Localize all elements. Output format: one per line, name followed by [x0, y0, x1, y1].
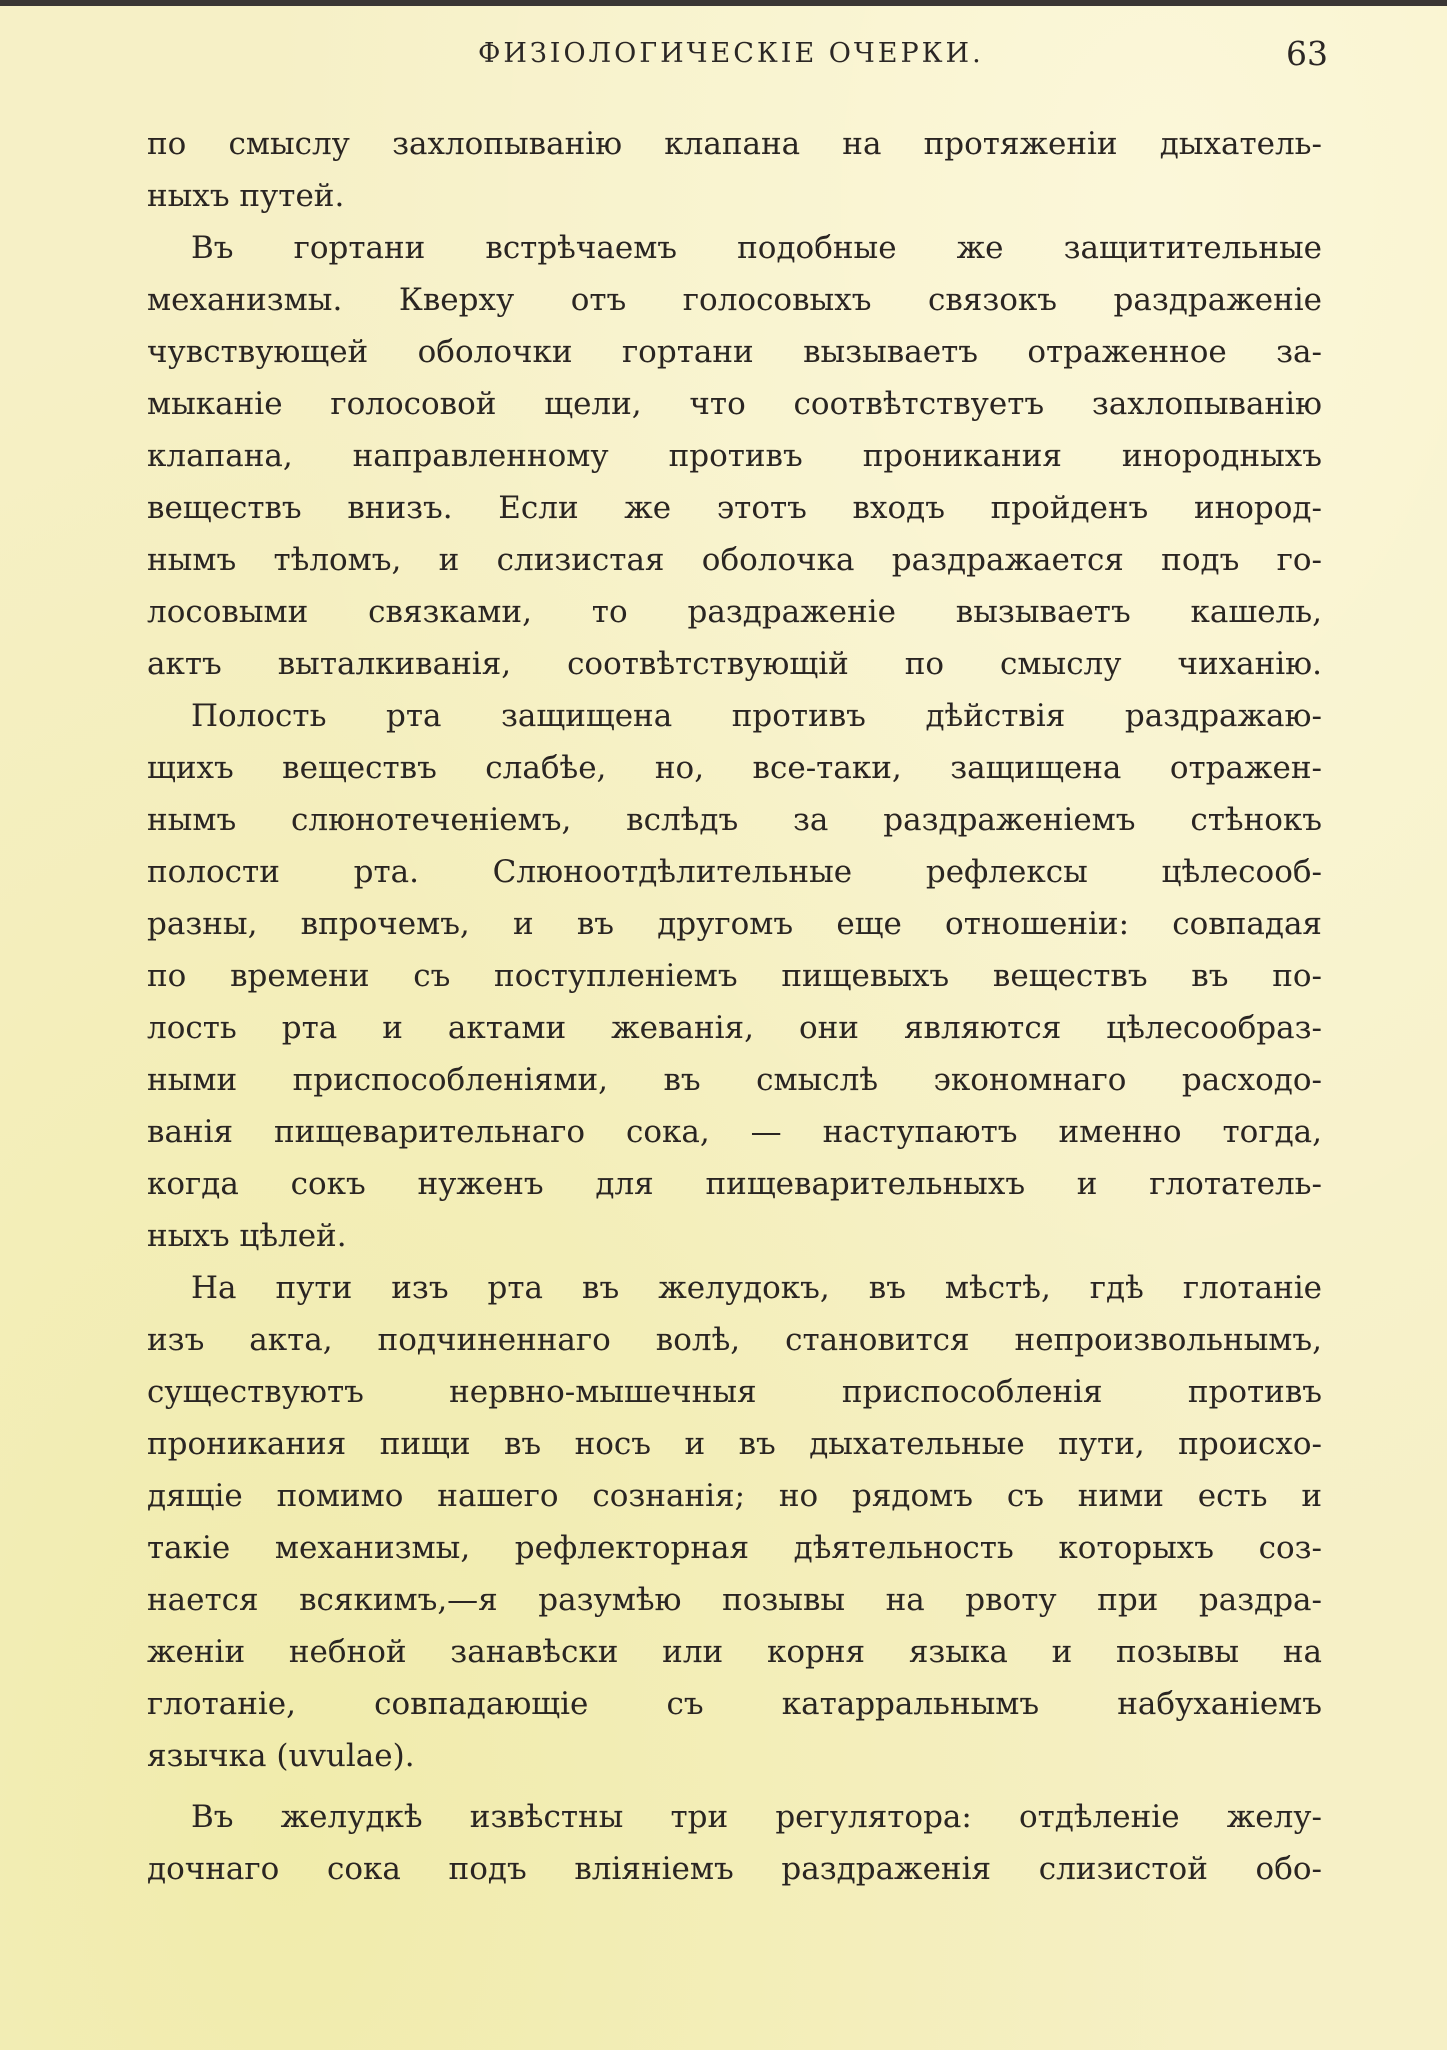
text-line: нымъ тѣломъ, и слизистая оболочка раздражается подъ го-: [147, 542, 1322, 578]
text-line: женіи небной занавѣски или корня языка и позывы на: [147, 1634, 1322, 1670]
text-line: когда сокъ нуженъ для пищеварительныхъ и глотатель-: [147, 1166, 1322, 1202]
text-line: проникания пищи въ носъ и въ дыхательные пути, происхо-: [147, 1426, 1322, 1462]
text-line: механизмы. Кверху отъ голосовыхъ связокъ раздраженіе: [147, 282, 1322, 318]
paragraph-start-line: Полость рта защищена противъ дѣйствія раздражаю-: [191, 698, 1322, 734]
text-line: существуютъ нервно-мышечныя приспособленія противъ: [147, 1374, 1322, 1410]
text-line: глотаніе, совпадающіе съ катарральнымъ набуханіемъ: [147, 1686, 1322, 1722]
text-line: разны, впрочемъ, и въ другомъ еще отношеніи: совпадая: [147, 906, 1322, 942]
page-number: 63: [1286, 34, 1328, 73]
top-rule: [0, 0, 1447, 6]
text-line: по смыслу захлопыванію клапана на протяженіи дыхатель-: [147, 126, 1322, 162]
text-line: изъ акта, подчиненнаго волѣ, становится непроизвольнымъ,: [147, 1322, 1322, 1358]
text-line: ныхъ путей.: [147, 178, 345, 214]
text-line: веществъ внизъ. Если же этотъ входъ пройденъ инород-: [147, 490, 1322, 526]
text-line: нымъ слюнотеченіемъ, вслѣдъ за раздраженіемъ стѣнокъ: [147, 802, 1322, 838]
text-line: по времени съ поступленіемъ пищевыхъ веществъ въ по-: [147, 958, 1322, 994]
text-line: лосовыми связками, то раздраженіе вызываетъ кашель,: [147, 594, 1322, 630]
text-line: полости рта. Слюноотдѣлительные рефлексы цѣлесооб-: [147, 854, 1322, 890]
paragraph-start-line: Въ желудкѣ извѣстны три регулятора: отдѣленіе желу-: [191, 1799, 1322, 1835]
running-title: ФИЗІОЛОГИЧЕСКІЕ ОЧЕРКИ.: [478, 38, 984, 69]
text-line: язычка (uvulae).: [147, 1738, 415, 1774]
text-line: дящіе помимо нашего сознанія; но рядомъ съ ними есть и: [147, 1478, 1322, 1514]
text-line: клапана, направленному противъ проникания инородныхъ: [147, 438, 1322, 474]
text-line: мыканіе голосовой щели, что соотвѣтствуетъ захлопыванію: [147, 386, 1322, 422]
text-line: чувствующей оболочки гортани вызываетъ отраженное за-: [147, 334, 1322, 370]
text-line: ными приспособленіями, въ смыслѣ экономнаго расходо-: [147, 1062, 1322, 1098]
body-text: [147, 118, 1322, 1895]
text-line: такіе механизмы, рефлекторная дѣятельность которыхъ соз-: [147, 1530, 1322, 1566]
text-line: ныхъ цѣлей.: [147, 1218, 347, 1254]
text-line: нается всякимъ,—я разумѣю позывы на рвоту при раздра-: [147, 1582, 1322, 1618]
text-line: ванія пищеварительнаго сока, — наступаютъ именно тогда,: [147, 1114, 1322, 1150]
text-line: лость рта и актами жеванія, они являются цѣлесообраз-: [147, 1010, 1322, 1046]
paragraph-start-line: На пути изъ рта въ желудокъ, въ мѣстѣ, гдѣ глотаніе: [191, 1270, 1322, 1306]
paragraph-start-line: Въ гортани встрѣчаемъ подобные же защитительные: [191, 230, 1322, 266]
text-line: щихъ веществъ слабѣе, но, все-таки, защищена отражен-: [147, 750, 1322, 786]
text-line: актъ выталкиванія, соотвѣтствующій по смыслу чиханію.: [147, 646, 1322, 682]
text-line: дочнаго сока подъ вліяніемъ раздраженія слизистой обо-: [147, 1851, 1322, 1887]
